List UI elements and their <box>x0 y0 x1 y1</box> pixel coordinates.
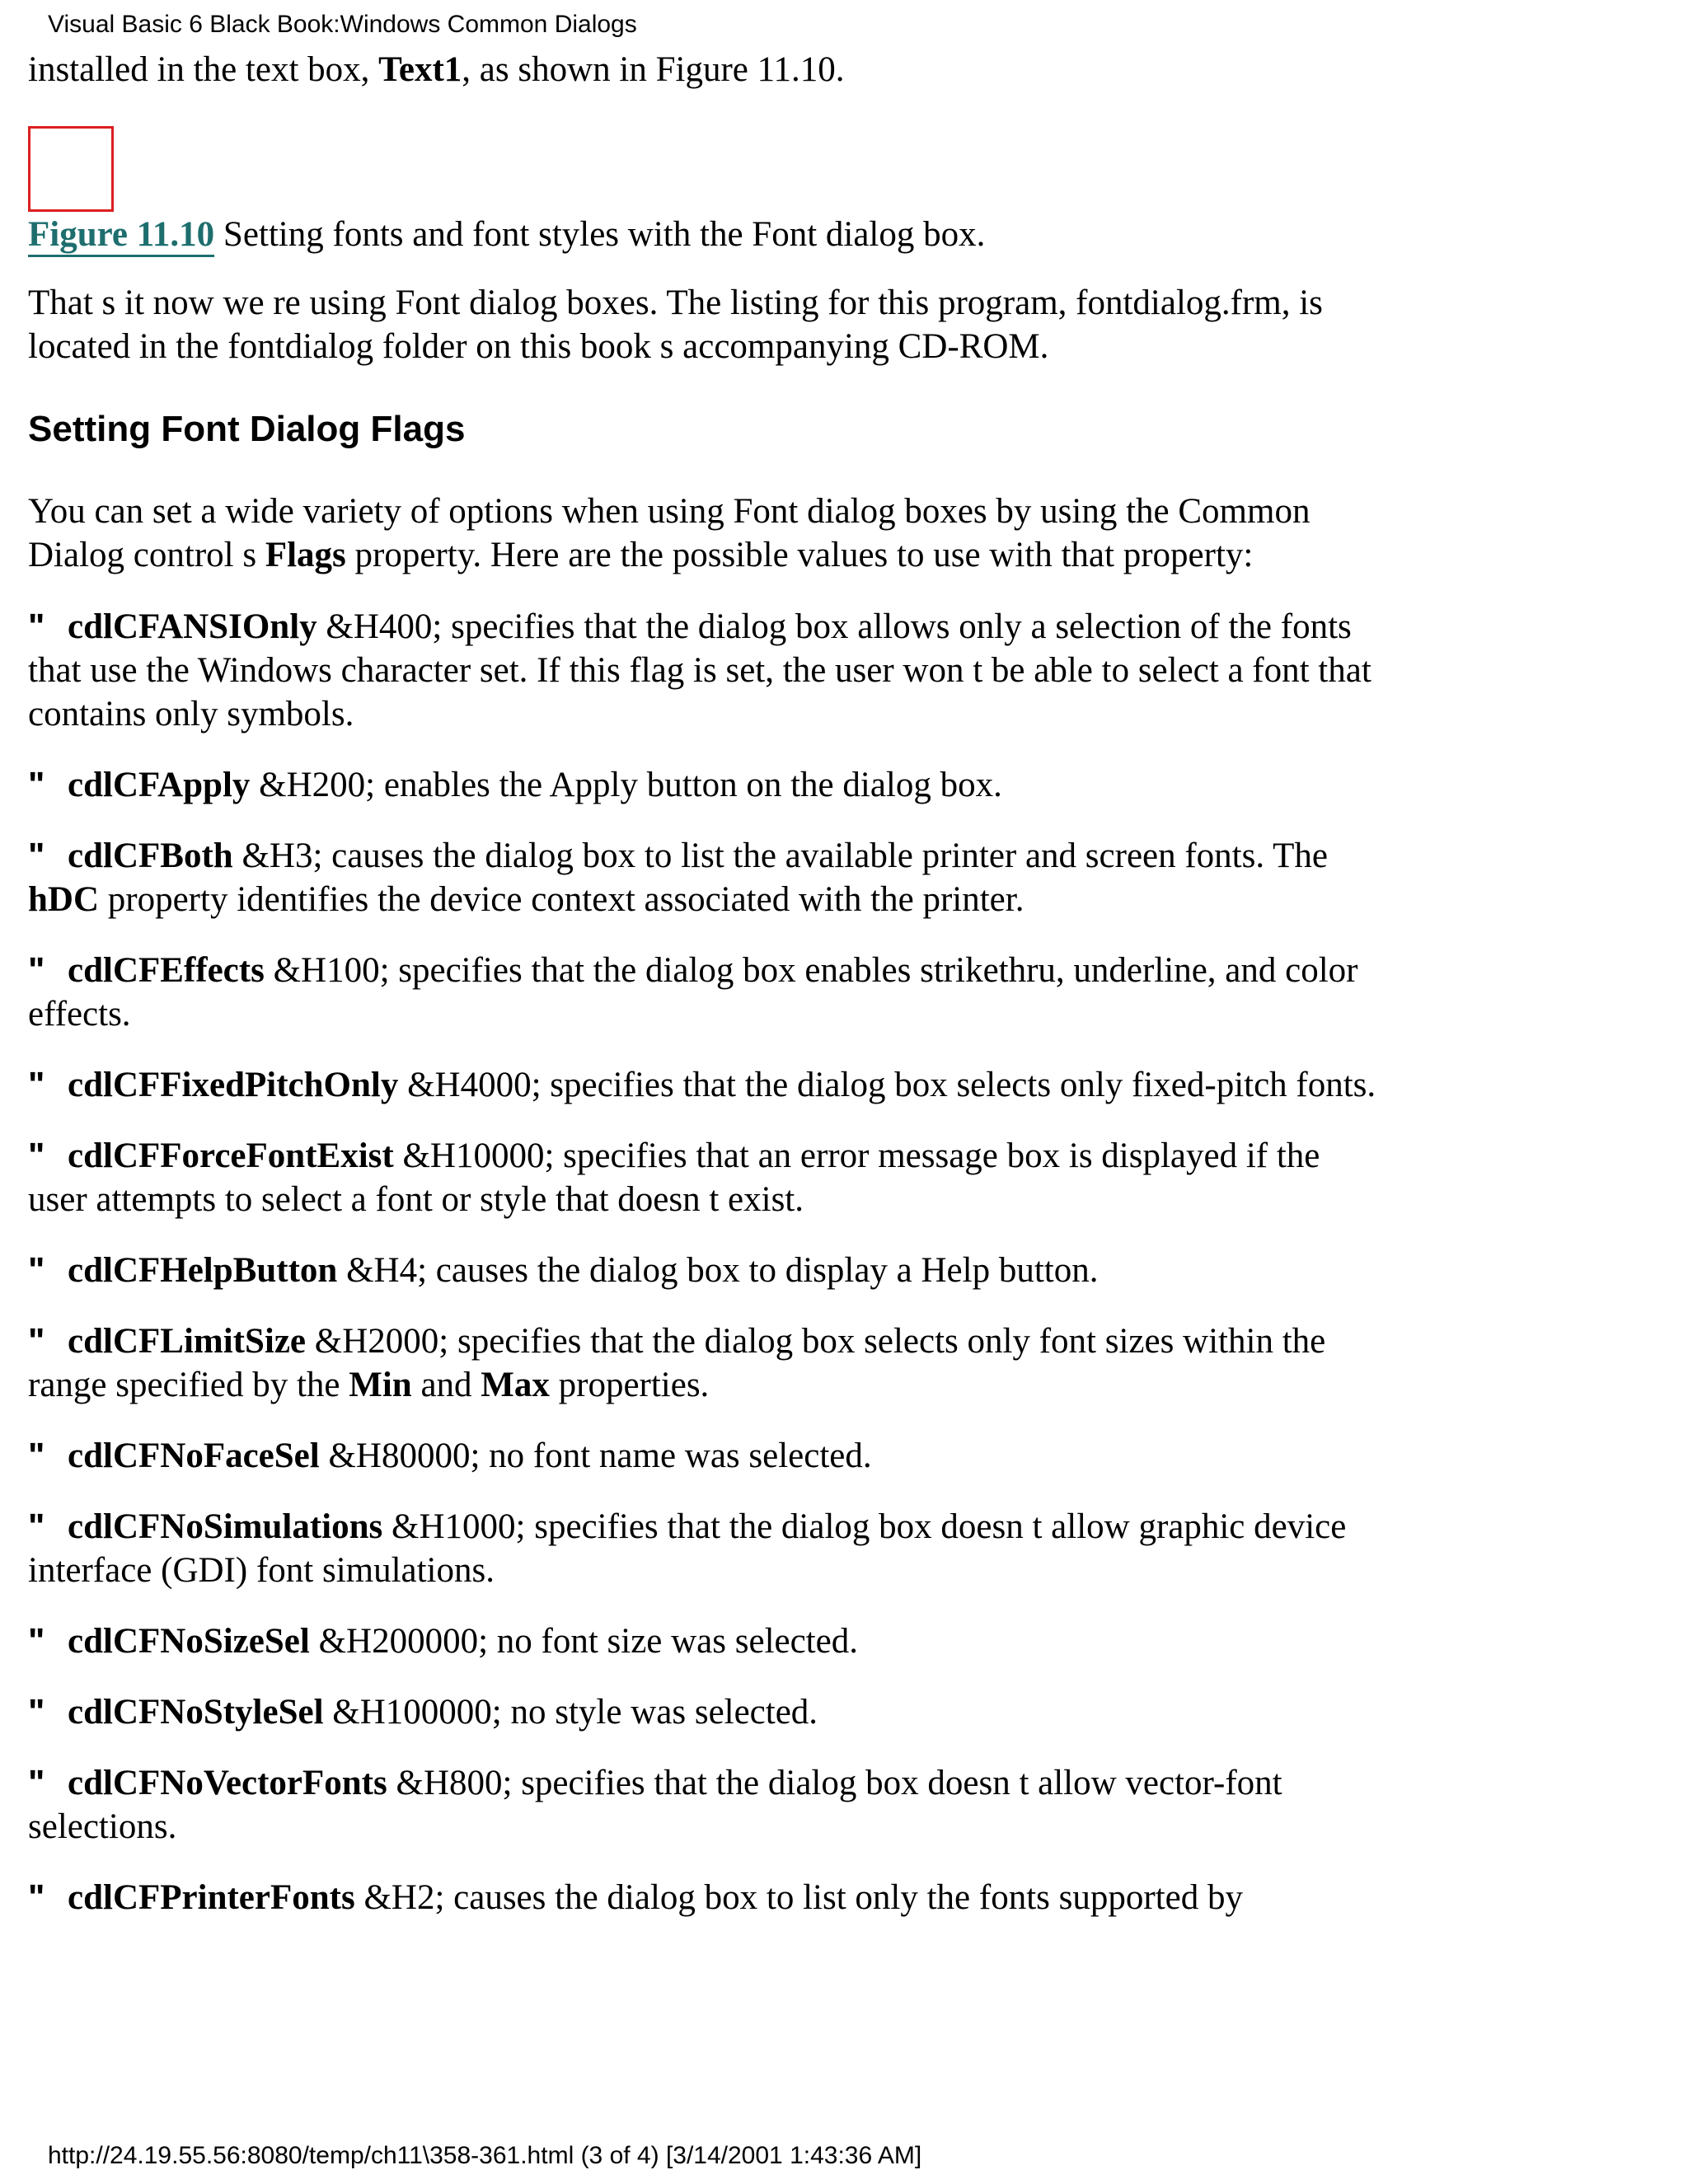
list-item <box>28 1690 1380 1734</box>
section-intro-post: property. Here are the possible values to use with that property: <box>345 536 1254 574</box>
flag-description: &H200000; no font size was selected. <box>309 1622 858 1661</box>
flag-description: &H100; specifies that the dialog box enables strikethru, underline, and color effects. <box>28 951 1358 1033</box>
flag-description: &H3; causes the dialog box to list the available printer and screen fonts. The <box>232 837 1328 875</box>
flag-description-cont: property identifies the device context associated with the printer. <box>99 880 1025 919</box>
bullet-glyph: " <box>28 1877 45 1917</box>
flag-description: &H2000; specifies that the dialog box selects only font sizes within the range specified by the <box>28 1322 1326 1404</box>
list-item <box>28 1249 1380 1292</box>
document-body <box>28 48 1380 1947</box>
list-item <box>28 1619 1380 1663</box>
intro-paragraph <box>28 48 1380 91</box>
flag-description: &H200; enables the Apply button on the dialog box. <box>250 766 1002 804</box>
list-item <box>28 1134 1380 1221</box>
flag-name: cdlCFNoVectorFonts <box>68 1764 387 1802</box>
flags-list <box>28 605 1380 1919</box>
flag-name: cdlCFLimitSize <box>68 1322 307 1361</box>
flag-name: cdlCFHelpButton <box>68 1251 338 1290</box>
flag-name: cdlCFNoSizeSel <box>68 1622 310 1661</box>
flag-description: &H2; causes the dialog box to list only the fonts supported by <box>354 1878 1243 1917</box>
flag-name: cdlCFBoth <box>68 837 233 875</box>
bullet-glyph: " <box>28 1621 45 1661</box>
flag-description: &H4; causes the dialog box to display a Help button. <box>337 1251 1099 1290</box>
broken-image-placeholder <box>28 126 114 212</box>
flag-description: &H1000; specifies that the dialog box doesn t allow graphic device interface (GDI) font simulations. <box>28 1507 1347 1590</box>
bullet-glyph: " <box>28 1250 45 1290</box>
intro-text-post: , as shown in Figure 11.10. <box>462 50 845 89</box>
bullet-glyph: " <box>28 836 45 875</box>
figure-link[interactable]: Figure 11.10 <box>28 215 214 257</box>
list-item <box>28 1063 1380 1107</box>
bullet-glyph: " <box>28 1321 45 1361</box>
list-item <box>28 1505 1380 1592</box>
bullet-glyph: " <box>28 1692 45 1732</box>
intro-text-bold: Text1 <box>378 50 462 89</box>
flag-name: cdlCFNoSimulations <box>68 1507 383 1546</box>
flag-name: cdlCFEffects <box>68 951 265 990</box>
intro-text-pre: installed in the text box, <box>28 50 379 89</box>
flag-description: &H10000; specifies that an error message box is displayed if the user attempts to select a font or style that doesn t exist. <box>28 1137 1320 1219</box>
page-header: Visual Basic 6 Black Book:Windows Common Dialogs <box>48 11 637 38</box>
bullet-glyph: " <box>28 1436 45 1475</box>
list-item <box>28 1319 1380 1407</box>
flag-name: cdlCFPrinterFonts <box>68 1878 355 1917</box>
flag-name: cdlCFNoStyleSel <box>68 1693 324 1732</box>
figure-caption-text: Setting fonts and font styles with the Font dialog box. <box>223 215 986 254</box>
flag-inline-bold: Max <box>481 1366 550 1404</box>
section-intro-bold: Flags <box>265 536 346 574</box>
flag-description: &H400; specifies that the dialog box allows only a selection of the fonts that use the Windows character set. If this flag is set, the user won t be able to select a font that contains only symbols. <box>28 607 1372 733</box>
section-heading: Setting Font Dialog Flags <box>28 409 466 449</box>
flag-description: &H100000; no style was selected. <box>323 1693 818 1732</box>
bullet-glyph: " <box>28 1065 45 1104</box>
paragraph-after-figure: That s it now we re using Font dialog boxes. The listing for this program, fontdialog.frm, is located in the fontdialog folder on this book s accompanying CD-ROM. <box>28 284 1323 366</box>
list-item <box>28 1876 1380 1919</box>
flag-name: cdlCFForceFontExist <box>68 1137 394 1175</box>
flag-description-cont: and <box>411 1366 481 1404</box>
page-footer-url: http://24.19.55.56:8080/temp/ch11\358-361.html (3 of 4) [3/14/2001 1:43:36 AM] <box>48 2142 922 2169</box>
flag-description: &H800; specifies that the dialog box doesn t allow vector-font selections. <box>28 1764 1282 1846</box>
section-intro-paragraph <box>28 490 1380 577</box>
flag-name: cdlCFApply <box>68 766 251 804</box>
flag-inline-bold: Min <box>349 1366 412 1404</box>
list-item <box>28 763 1380 807</box>
flag-name: cdlCFFixedPitchOnly <box>68 1066 399 1104</box>
list-item <box>28 949 1380 1036</box>
flag-description: &H4000; specifies that the dialog box selects only fixed-pitch fonts. <box>398 1066 1376 1104</box>
section-intro-pre: You can set a wide variety of options when using Font dialog boxes by using the Common Dialog control s <box>28 492 1311 574</box>
flag-inline-bold: hDC <box>28 880 100 919</box>
flag-name: cdlCFANSIOnly <box>68 607 317 646</box>
list-item <box>28 1434 1380 1478</box>
bullet-glyph: " <box>28 765 45 804</box>
bullet-glyph: " <box>28 950 45 990</box>
list-item <box>28 605 1380 736</box>
bullet-glyph: " <box>28 1763 45 1802</box>
list-item <box>28 834 1380 921</box>
bullet-glyph: " <box>28 1136 45 1175</box>
figure-caption <box>28 213 1380 256</box>
flag-description: &H80000; no font name was selected. <box>319 1436 872 1475</box>
flag-description-cont: properties. <box>549 1366 710 1404</box>
flag-name: cdlCFNoFaceSel <box>68 1436 320 1475</box>
list-item <box>28 1761 1380 1849</box>
bullet-glyph: " <box>28 1507 45 1546</box>
bullet-glyph: " <box>28 607 45 646</box>
